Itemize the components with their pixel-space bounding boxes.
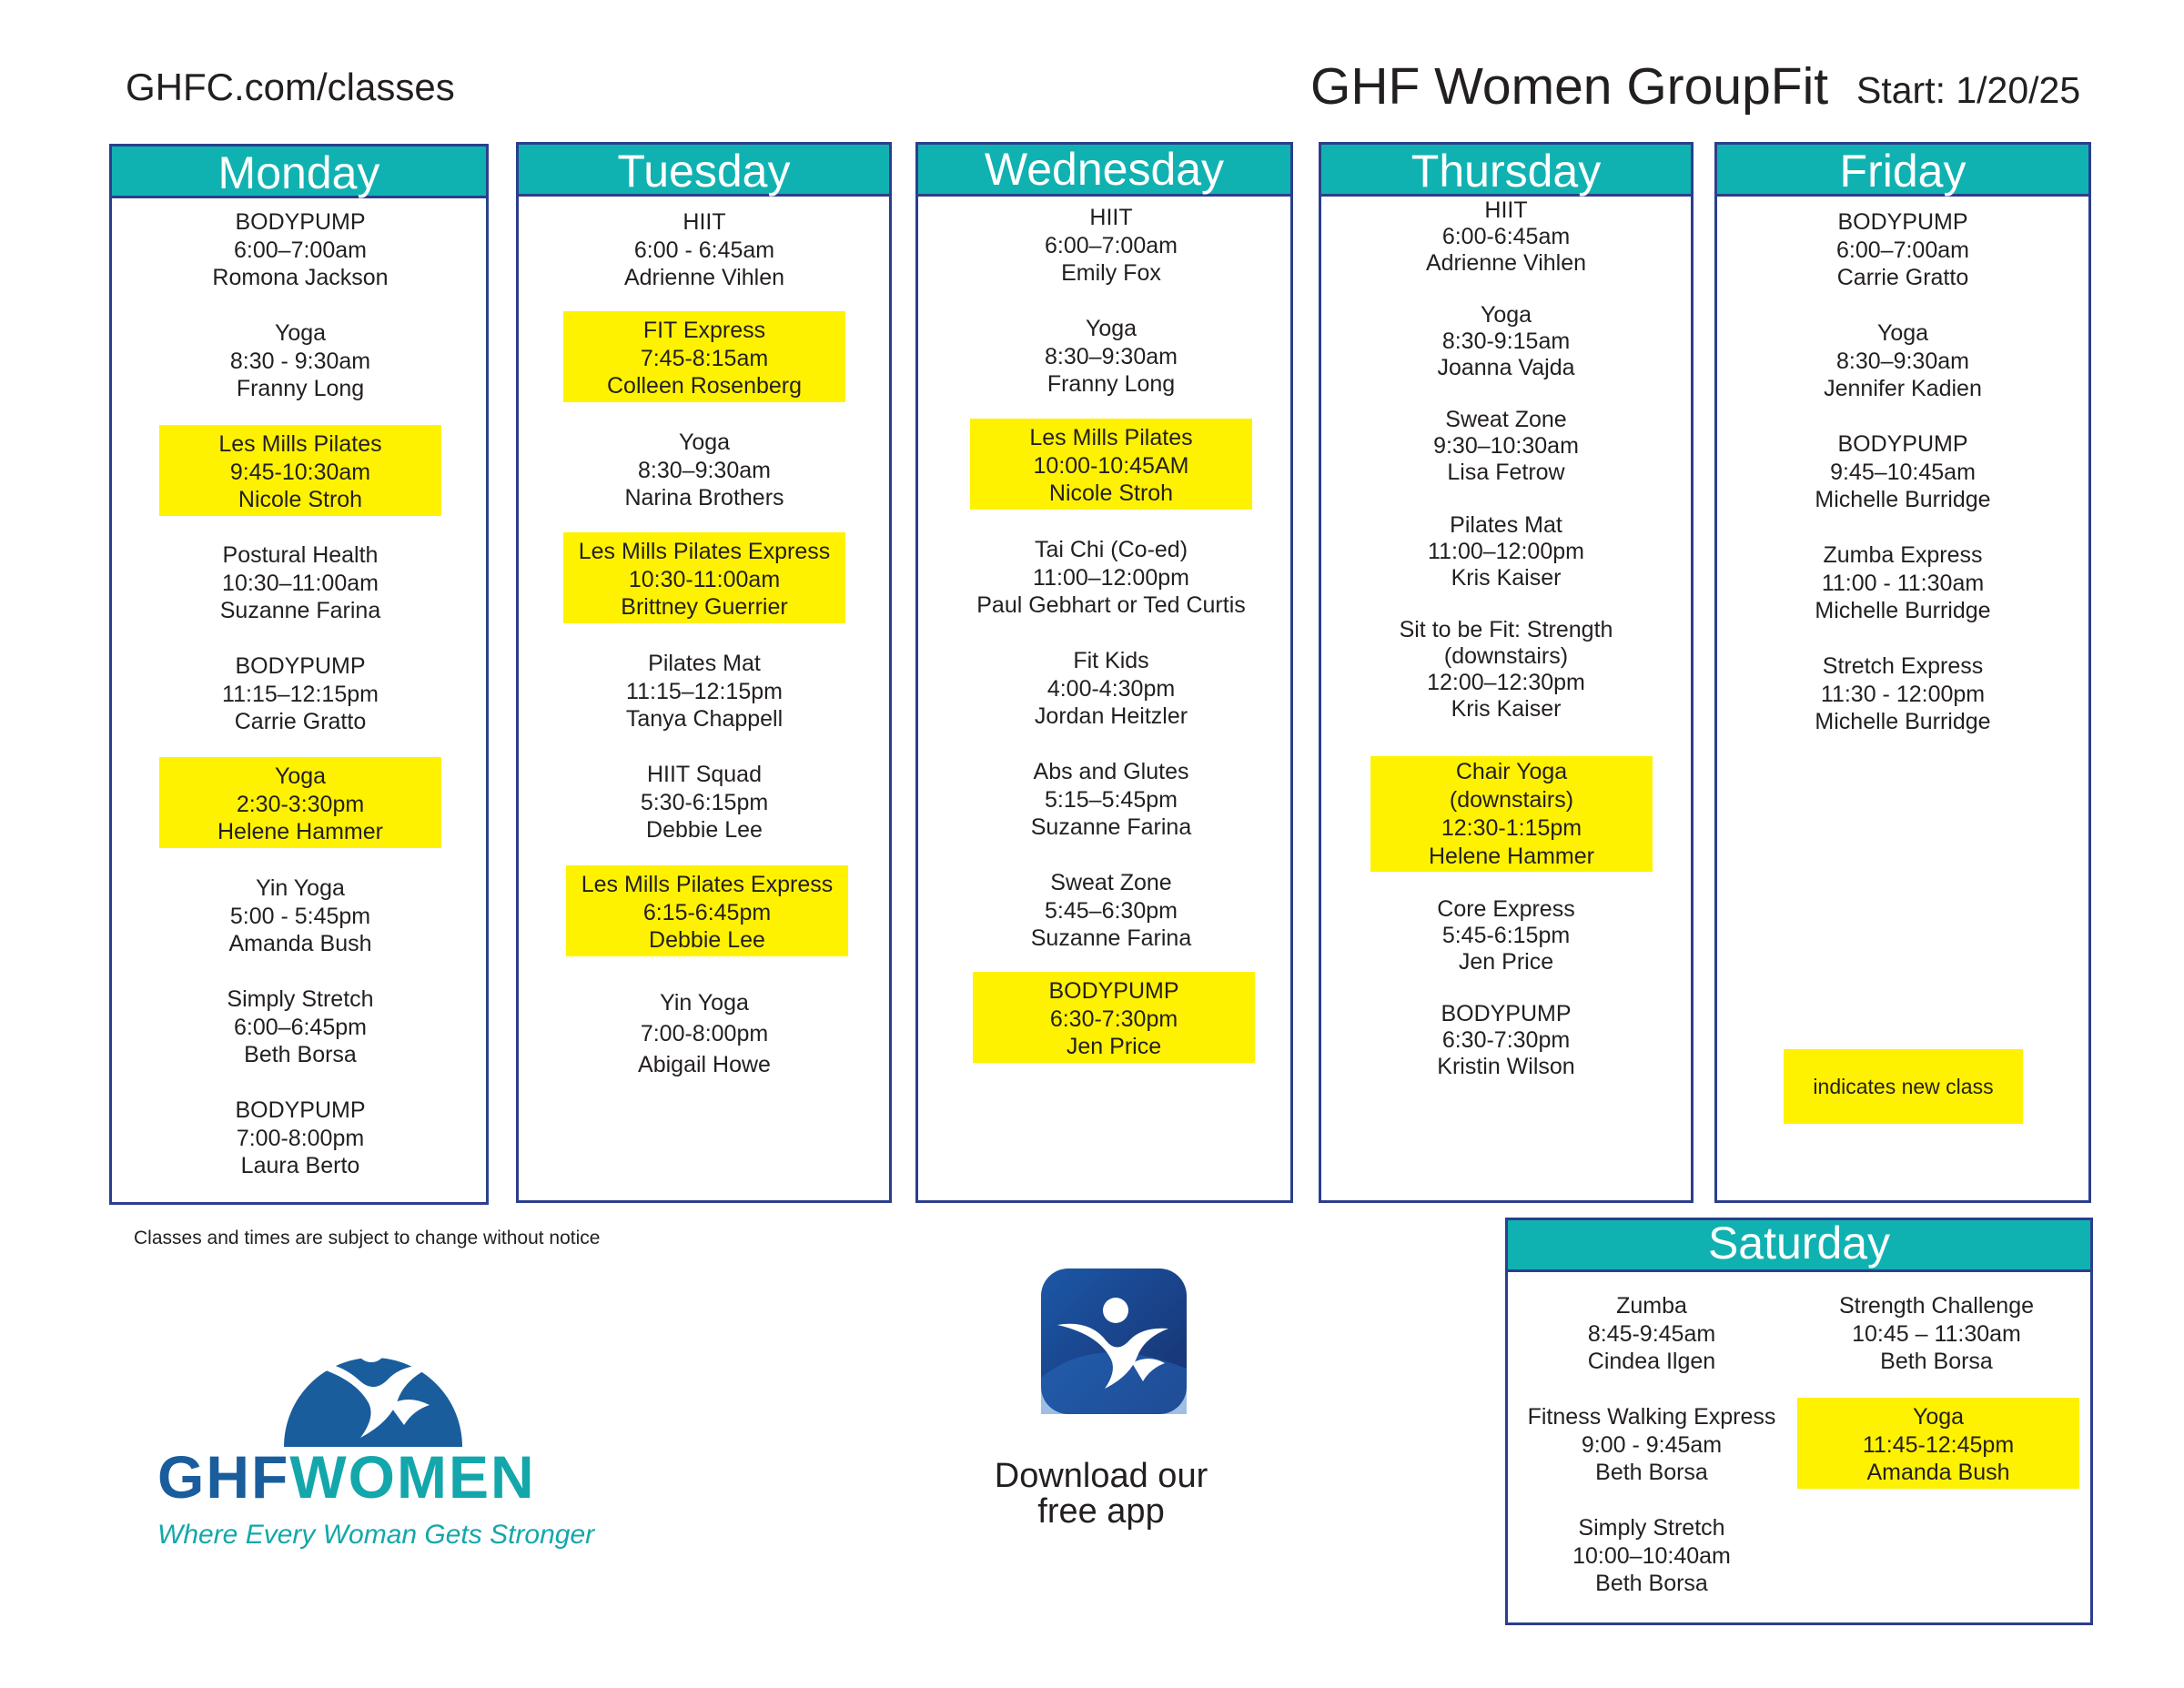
class-slot: Yoga 8:30 - 9:30am Franny Long [229,320,371,401]
class-slot: HIIT 6:00–7:00am Emily Fox [1045,205,1178,286]
class-slot: Fitness Walking Express 9:00 - 9:45am Beth Borsa [1527,1404,1776,1485]
class-slot: Simply Stretch 6:00–6:45pm Beth Borsa [227,986,374,1067]
class-slot: Yoga 8:30–9:30am Narina Brothers [624,430,784,510]
class-slot-new: Les Mills Pilates 10:00-10:45AM Nicole Stroh [970,419,1252,510]
tagline: Where Every Woman Gets Stronger [157,1520,595,1550]
app-caption-line-1: Download our [994,1457,1208,1495]
class-slot: Simply Stretch 10:00–10:40am Beth Borsa [1572,1515,1731,1596]
change-notice: Classes and times are subject to change without notice [134,1228,601,1248]
ghf-women-logo-icon [282,1310,464,1447]
app-icon[interactable] [1041,1269,1187,1414]
class-slot: Yoga 8:30–9:30am Franny Long [1045,316,1178,397]
class-slot: Strength Challenge 10:45 – 11:30am Beth Borsa [1838,1293,2035,1374]
class-slot: Yin Yoga 5:00 - 5:45pm Amanda Bush [228,875,372,956]
day-header-monday: Monday [112,147,486,198]
class-slot-new: Yoga 11:45-12:45pm Amanda Bush [1797,1398,2079,1489]
class-slot-new: Chair Yoga (downstairs) 12:30-1:15pm Helene Hammer [1370,756,1653,872]
app-caption-line-2: free app [1037,1492,1165,1531]
day-header-tuesday: Tuesday [519,145,889,197]
class-slot: Yin Yoga 7:00-8:00pm Abigail Howe [638,990,771,1077]
class-slot: Yoga 8:30–9:30am Jennifer Kadien [1824,320,1982,401]
new-class-legend: indicates new class [1784,1049,2023,1124]
day-header-wednesday: Wednesday [918,145,1290,197]
class-slot: Pilates Mat 11:00–12:00pm Kris Kaiser [1428,512,1584,591]
class-slot-new: BODYPUMP 6:30-7:30pm Jen Price [973,972,1255,1063]
class-slot: HIIT Squad 5:30-6:15pm Debbie Lee [640,762,769,843]
class-slot-new: Les Mills Pilates Express 6:15-6:45pm Debbie Lee [566,865,848,956]
class-slot: BODYPUMP 9:45–10:45am Michelle Burridge [1815,431,1991,512]
download-app-caption [965,1459,1238,1530]
class-slot-new: FIT Express 7:45-8:15am Colleen Rosenberg [563,311,845,402]
class-slot: Abs and Glutes 5:15–5:45pm Suzanne Farina [1030,759,1192,840]
class-slot: BODYPUMP 6:30-7:30pm Kristin Wilson [1437,1001,1575,1079]
class-slot: BODYPUMP 7:00-8:00pm Laura Berto [235,1097,366,1178]
day-header-saturday: Saturday [1508,1220,2090,1272]
class-slot: Core Express 5:45-6:15pm Jen Price [1437,896,1575,975]
start-date: Start: 1/20/25 [1856,69,2081,111]
class-slot: BODYPUMP 11:15–12:15pm Carrie Gratto [222,653,379,734]
class-slot: BODYPUMP 6:00–7:00am Romona Jackson [212,209,389,290]
day-header-friday: Friday [1717,145,2088,197]
page-title: GHF Women GroupFit [1310,57,1829,116]
class-slot: Tai Chi (Co-ed) 11:00–12:00pm Paul Gebhart or Ted Curtis [976,537,1246,618]
class-slot-new: Les Mills Pilates 9:45-10:30am Nicole Stroh [159,425,441,516]
class-slot: Yoga 8:30-9:15am Joanna Vajda [1437,302,1575,380]
website-url: GHFC.com/classes [126,66,455,108]
class-slot-new: Les Mills Pilates Express 10:30-11:00am Brittney Guerrier [563,532,845,623]
class-slot-new: Yoga 2:30-3:30pm Helene Hammer [159,757,441,848]
class-slot: HIIT 6:00 - 6:45am Adrienne Vihlen [623,209,785,290]
ghf-women-wordmark: GHFWOMEN [157,1443,536,1511]
day-header-thursday: Thursday [1321,145,1691,197]
class-slot: Postural Health 10:30–11:00am Suzanne Farina [219,542,381,623]
class-slot: Zumba 8:45-9:45am Cindea Ilgen [1587,1293,1716,1374]
class-slot: Sit to be Fit: Strength (downstairs) 12:00–12:30pm Kris Kaiser [1399,617,1613,722]
class-slot: Pilates Mat 11:15–12:15pm Tanya Chappell [625,651,784,732]
class-slot: HIIT 6:00-6:45am Adrienne Vihlen [1425,197,1587,276]
class-slot: Sweat Zone 5:45–6:30pm Suzanne Farina [1030,870,1192,951]
class-slot: Fit Kids 4:00-4:30pm Jordan Heitzler [1034,648,1188,729]
class-slot: Zumba Express 11:00 - 11:30am Michelle Burridge [1815,542,1991,623]
class-slot: BODYPUMP 6:00–7:00am Carrie Gratto [1836,209,1969,290]
class-slot: Sweat Zone 9:30–10:30am Lisa Fetrow [1433,407,1579,485]
class-slot: Stretch Express 11:30 - 12:00pm Michelle Burridge [1815,653,1991,734]
